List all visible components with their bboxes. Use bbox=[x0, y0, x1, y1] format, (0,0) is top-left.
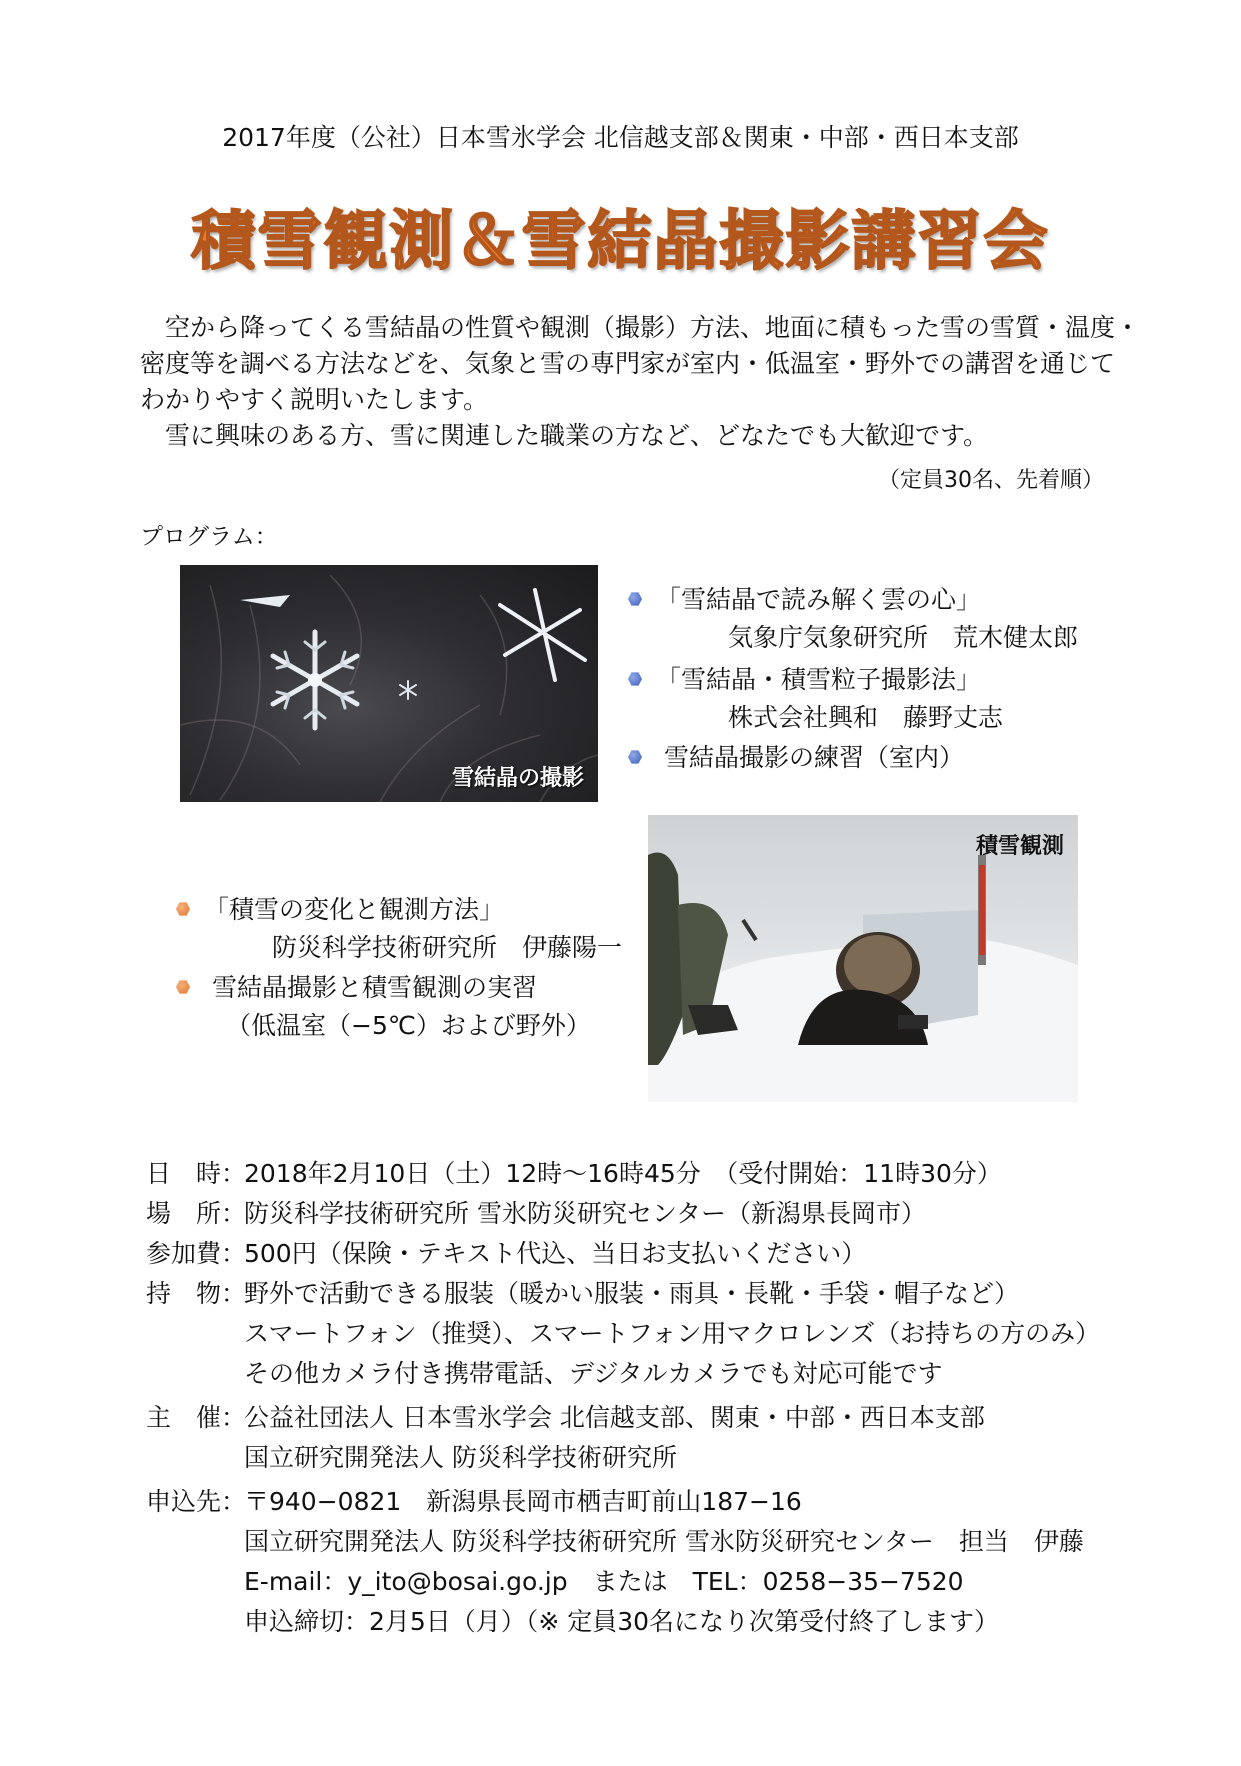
hexagon-bullet-icon bbox=[176, 980, 190, 994]
intro-line: 空から降ってくる雪結晶の性質や観測（撮影）方法、地面に積もった雪の雪質・温度・ bbox=[140, 313, 1141, 342]
date-value: 2018年2月10日（土）12時～16時45分 （受付開始：11時30分） bbox=[244, 1159, 1002, 1188]
place-label: 場 所： bbox=[146, 1199, 247, 1228]
event-title: 積雪観測＆雪結晶撮影講習会 bbox=[191, 205, 1050, 279]
program-speaker: 気象庁気象研究所 荒木健太郎 bbox=[728, 623, 1079, 652]
fee-label: 参加費： bbox=[146, 1239, 247, 1268]
hexagon-bullet-icon bbox=[628, 750, 642, 764]
program-item: 「雪結晶で読み解く雲の心」 bbox=[628, 580, 981, 616]
date-label: 日 時： bbox=[146, 1159, 247, 1188]
program-speaker: 株式会社興和 藤野丈志 bbox=[728, 703, 1004, 732]
intro-line: 雪に興味のある方、雪に関連した職業の方など、どなたでも大歓迎です。 bbox=[140, 421, 989, 450]
apply-organization: 国立研究開発法人 防災科学技術研究所 雪氷防災研究センター 担当 伊藤 bbox=[244, 1527, 1084, 1556]
place-value: 防災科学技術研究所 雪氷防災研究センター（新潟県長岡市） bbox=[244, 1199, 926, 1228]
host-label: 主 催： bbox=[146, 1403, 247, 1432]
hexagon-bullet-icon bbox=[628, 592, 642, 606]
program-speaker: 防災科学技術研究所 伊藤陽一 bbox=[272, 933, 623, 962]
intro-line: わかりやすく説明いたします。 bbox=[140, 385, 489, 414]
bring-value: その他カメラ付き携帯電話、デジタルカメラでも対応可能です bbox=[244, 1359, 943, 1388]
apply-address: 〒940−0821 新潟県長岡市栖吉町前山187−16 bbox=[244, 1487, 802, 1516]
program-label: プログラム： bbox=[140, 524, 278, 550]
hexagon-bullet-icon bbox=[176, 902, 190, 916]
program-note: （低温室（−5℃）および野外） bbox=[226, 1011, 591, 1040]
apply-contact: E-mail：y_ito@bosai.go.jp または TEL：0258−35−7520 bbox=[244, 1567, 964, 1596]
apply-deadline: 申込締切：2月5日（月）（※ 定員30名になり次第受付終了します） bbox=[244, 1607, 1000, 1636]
bring-value: 野外で活動できる服装（暖かい服装・雨具・長靴・手袋・帽子など） bbox=[244, 1279, 1020, 1308]
photo-caption-snow-crystal: 雪結晶の撮影 bbox=[451, 766, 584, 791]
program-item: 雪結晶撮影の練習（室内） bbox=[628, 738, 964, 774]
snowpit-photo bbox=[648, 815, 1078, 1102]
program-item: 「雪結晶・積雪粒子撮影法」 bbox=[628, 660, 981, 696]
snow-crystal-photo bbox=[180, 565, 598, 802]
host-value: 公益社団法人 日本雪氷学会 北信越支部、関東・中部・西日本支部 bbox=[244, 1403, 985, 1432]
host-value: 国立研究開発法人 防災科学技術研究所 bbox=[244, 1443, 677, 1472]
hexagon-bullet-icon bbox=[628, 672, 642, 686]
intro-paragraph bbox=[140, 310, 1140, 454]
photo-caption-snowpit: 積雪観測 bbox=[975, 834, 1064, 859]
program-item: 雪結晶撮影と積雪観測の実習 bbox=[176, 968, 537, 1004]
bring-value: スマートフォン（推奨）、スマートフォン用マクロレンズ（お持ちの方のみ） bbox=[244, 1319, 1101, 1348]
bring-label: 持 物： bbox=[146, 1279, 247, 1308]
intro-line: 密度等を調べる方法などを、気象と雪の専門家が室内・低温室・野外での講習を通じて bbox=[140, 349, 1116, 378]
fee-value: 500円（保険・テキスト代込、当日お支払いください） bbox=[244, 1239, 867, 1268]
capacity-note: （定員30名、先着順） bbox=[878, 468, 1104, 493]
event-subtitle: 2017年度（公社）日本雪氷学会 北信越支部＆関東・中部・西日本支部 bbox=[222, 123, 1019, 152]
apply-label: 申込先： bbox=[146, 1487, 247, 1516]
program-item: 「積雪の変化と観測方法」 bbox=[176, 890, 504, 926]
